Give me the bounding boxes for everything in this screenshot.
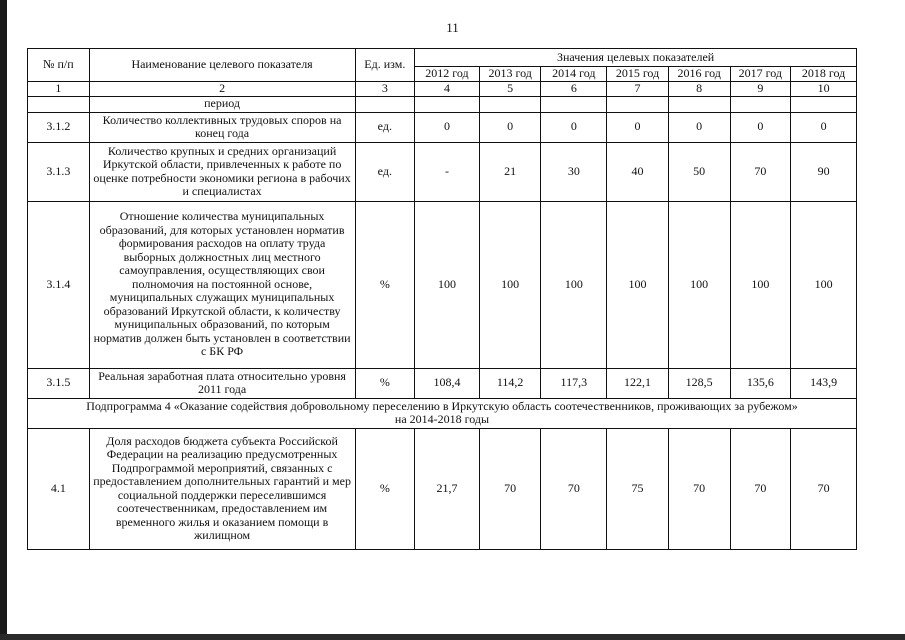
- table-row: [28, 368, 857, 398]
- table-row: [28, 96, 857, 112]
- row-num: 3.1.4: [28, 201, 90, 368]
- column-index: 4: [415, 82, 480, 97]
- row-value: 70: [541, 428, 607, 549]
- row-unit: %: [355, 368, 415, 398]
- row-value: 90: [791, 142, 857, 201]
- row-value: 70: [730, 142, 791, 201]
- row-num: 3.1.5: [28, 368, 90, 398]
- row-value: 100: [415, 201, 480, 368]
- header-unit: Ед. изм.: [355, 49, 415, 82]
- row-value: 0: [791, 112, 857, 142]
- indicators-table: [27, 48, 857, 550]
- row-unit: ед.: [355, 142, 415, 201]
- header-num: № п/п: [28, 49, 90, 82]
- row-value: 40: [607, 142, 669, 201]
- row-value: 100: [607, 201, 669, 368]
- row-num: 3.1.2: [28, 112, 90, 142]
- header-row: [28, 49, 857, 67]
- row-name: период: [89, 96, 355, 112]
- row-value: 135,6: [730, 368, 791, 398]
- row-num: 3.1.3: [28, 142, 90, 201]
- column-index: 3: [355, 82, 415, 97]
- row-value: 122,1: [607, 368, 669, 398]
- row-value: 100: [730, 201, 791, 368]
- column-index: 10: [791, 82, 857, 97]
- table-row: [28, 142, 857, 201]
- row-value: 108,4: [415, 368, 480, 398]
- row-value: 21: [479, 142, 541, 201]
- column-index-row: [28, 82, 857, 97]
- row-value: 50: [668, 142, 730, 201]
- row-value: 100: [791, 201, 857, 368]
- header-year: 2012 год: [415, 67, 480, 82]
- row-value: 0: [607, 112, 669, 142]
- row-value: 21,7: [415, 428, 480, 549]
- header-year: 2016 год: [668, 67, 730, 82]
- row-name: Количество коллективных трудовых споров на конец года: [89, 112, 355, 142]
- row-value: [607, 96, 669, 112]
- column-index: 5: [479, 82, 541, 97]
- table-row: [28, 112, 857, 142]
- header-year: 2013 год: [479, 67, 541, 82]
- row-name: Отношение количества муниципальных образований, для которых установлен норматив формирования расходов на оплату труда выборных должностных лиц местного самоуправления, осуществляющих свои полномочия на постоянной основе, муниципальных служащих муниципальных образований Иркутской области, к количеству муниципальных образований, по которым норматив должен быть установлен в соответствии с БК РФ: [89, 201, 355, 368]
- subprogram-title: Подпрограмма 4 «Оказание содействия добровольному переселению в Иркутскую область соотечественников, проживающих за рубежом»: [86, 398, 798, 413]
- row-value: 100: [479, 201, 541, 368]
- table-row: [28, 201, 857, 368]
- header-values-group: Значения целевых показателей: [415, 49, 857, 67]
- row-value: [541, 96, 607, 112]
- row-value: 30: [541, 142, 607, 201]
- row-value: 75: [607, 428, 669, 549]
- scan-bottom-edge: [0, 634, 905, 640]
- row-value: 0: [730, 112, 791, 142]
- header-year: 2015 год: [607, 67, 669, 82]
- row-name: Доля расходов бюджета субъекта Российской Федерации на реализацию предусмотренных Подпрограммой мероприятий, связанных с предоставлением дополнительных гарантий и мер социальной поддержки переселившимся соотечественникам, предоставлением им временного жилья и оказанием помощи в жилищном: [89, 428, 355, 549]
- column-index: 7: [607, 82, 669, 97]
- row-value: [791, 96, 857, 112]
- row-unit: [355, 96, 415, 112]
- row-value: [668, 96, 730, 112]
- subprogram-period: на 2014-2018 годы: [394, 412, 490, 426]
- row-value: 70: [479, 428, 541, 549]
- page-number: 11: [446, 20, 459, 35]
- subprogram-row: [28, 398, 857, 428]
- row-num: 4.1: [28, 428, 90, 549]
- scan-left-edge: [0, 0, 7, 640]
- row-value: 128,5: [668, 368, 730, 398]
- row-value: 0: [479, 112, 541, 142]
- column-index: 2: [89, 82, 355, 97]
- row-value: 117,3: [541, 368, 607, 398]
- row-value: 70: [730, 428, 791, 549]
- row-value: 70: [668, 428, 730, 549]
- row-name: Реальная заработная плата относительно уровня 2011 года: [89, 368, 355, 398]
- header-year: 2018 год: [791, 67, 857, 82]
- row-value: 114,2: [479, 368, 541, 398]
- row-unit: ед.: [355, 112, 415, 142]
- row-value: 0: [415, 112, 480, 142]
- row-value: 0: [541, 112, 607, 142]
- row-value: 143,9: [791, 368, 857, 398]
- header-year: 2014 год: [541, 67, 607, 82]
- column-index: 6: [541, 82, 607, 97]
- row-value: [415, 96, 480, 112]
- row-value: -: [415, 142, 480, 201]
- row-unit: %: [355, 428, 415, 549]
- row-value: [730, 96, 791, 112]
- column-index: 9: [730, 82, 791, 97]
- row-num: [28, 96, 90, 112]
- row-value: 0: [668, 112, 730, 142]
- row-value: 100: [541, 201, 607, 368]
- subprogram-heading: [28, 398, 857, 428]
- table-row: [28, 428, 857, 549]
- header-name: Наименование целевого показателя: [89, 49, 355, 82]
- row-value: [479, 96, 541, 112]
- row-unit: %: [355, 201, 415, 368]
- row-value: 100: [668, 201, 730, 368]
- column-index: 8: [668, 82, 730, 97]
- row-name: Количество крупных и средних организаций Иркутской области, привлеченных к работе по оценке потребности экономики региона в рабочих и специалистах: [89, 142, 355, 201]
- row-value: 70: [791, 428, 857, 549]
- column-index: 1: [28, 82, 90, 97]
- header-year: 2017 год: [730, 67, 791, 82]
